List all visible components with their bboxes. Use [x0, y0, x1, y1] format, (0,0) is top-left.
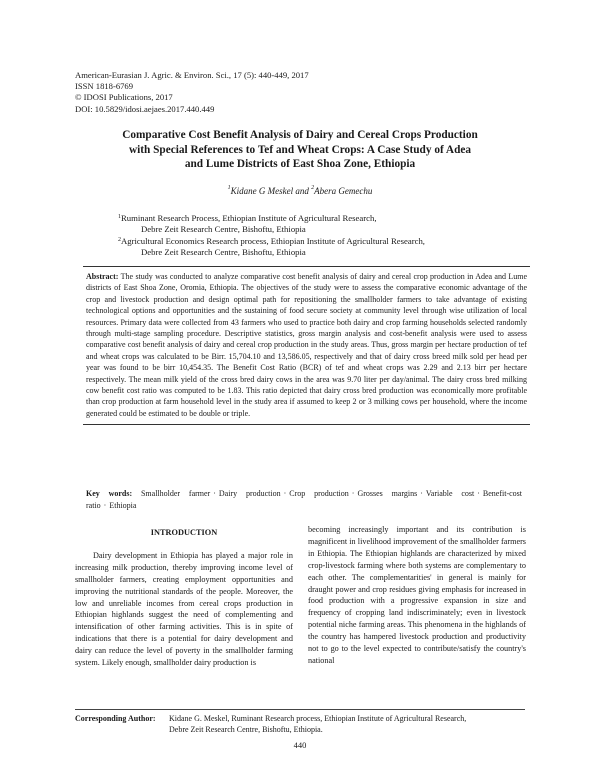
author-name: Abera Gemechu [314, 186, 373, 196]
affiliation-sup: 2 [118, 236, 121, 243]
keywords-label: Key words: [86, 489, 133, 498]
abstract [83, 266, 530, 425]
corresponding-label: Corresponding Author: [75, 714, 156, 723]
author-conjunction: and [293, 186, 312, 196]
keyword-list: Smallholder farmer · Dairy production · Crop production · Grosses margins · Variable cost · Benefit-cost ratio · Ethiopia [86, 489, 523, 510]
author-sup: 1 [227, 185, 231, 191]
left-column [75, 525, 293, 669]
affiliation-sup: 1 [118, 214, 121, 220]
keyword: Smallholder farmer [140, 489, 211, 498]
keyword: Crop production [289, 489, 349, 498]
keyword: Dairy production [218, 489, 281, 498]
corresponding-author [75, 713, 535, 735]
keyword: Benefit-cost ratio [86, 489, 523, 510]
right-column [308, 524, 526, 667]
author-list [0, 186, 600, 196]
journal-header [75, 70, 309, 115]
keyword: Grosses margins [357, 489, 418, 498]
author-sup: 2 [311, 185, 315, 191]
affiliations [118, 213, 425, 258]
abstract-text: The study was conducted to analyze comparative cost benefit analysis of dairy and cereal crop production in Adea and Lume districts of East Shoa Zone, Oromia, Ethiopia. The objectives of the study were to assess the comparative economic advantage of the crop and livestock production and design optimal path for repositioning the smallholder farmers to take advantage of existing technological options and opportunities and the sustaining of food secure society at community level through wise utilization of local resources. Primary data were collected from 43 farmers who used to practice both dairy and crop farming households selected randomly through multi-stage sampling procedure. Descriptive statistics, gross margin analysis and cost-benefit analysis were used to assess comparative cost benefit analysis of dairy and cereal crop production in the study areas. Thus, gross margin per hectare production of tef and wheat crops was calculated to be Birr. 15,704.10 and 13,586.05, respectively and that of dairy cross breed milk sold per head per year was found to be birr 10,454.35. The Benefit Cost Ratio (BCR) of tef and wheat crops was 2.29 and 2.13 birr per hectare respectively. The mean milk yield of the cross bred dairy cows in the area was 9.70 liter per day/animal. The dairy cross bred milking cow benefit cost ratio was computed to be 1.83. This ratio depicted that dairy cross bred production was economically more profitable than crop production at farm household level in the study area if assumed to keep 2 or 3 milking cows per household, where the income generated could be estimated to be double or triple. [86, 272, 527, 418]
keywords [86, 488, 522, 511]
paragraph: becoming increasingly important and its contribution is magnificent in livelihood improvement of the smallholder farmers in Ethiopia. The Ethiopian highlands are characterized by mixed crop-livestock farming where both systems are complementary to each other. The complementarities' in general is mainly for draught power and crop residues giving emphasis for increased in food production with a progressive expansion in size and frequency of cropping land indiscriminately; even in livestock potential niche farming areas. This phenomena in the highlands of the country has hampered livestock production and productivity not to go to the level expected to contribute/satisfy the country's national [308, 525, 526, 665]
affiliation-line: Debre Zeit Research Centre, Bishoftu, Ethiopia [141, 224, 306, 235]
paragraph: Dairy development in Ethiopia has played a major role in increasing milk production, thereby improving income level of smallholder farmers, creating employment opportunities and improving the nutritional standards of the people. Moreover, the low and unreliable incomes from cereal crops production in Ethiopian highlands suggest the need of complementing and intensification of other farming activities. This is in spite of indications that there is a potential for dairy development and dairy can reduce the level of poverty in the smallholder farming system. Likely enough, smallholder dairy production is [75, 550, 293, 668]
corresponding-line: Debre Zeit Research Centre, Bishoftu, Ethiopia. [169, 725, 323, 734]
paper-title [100, 128, 500, 172]
affiliation [118, 213, 425, 236]
affiliation-line: Agricultural Economics Research process, Ethiopian Institute of Agricultural Research, [121, 235, 425, 246]
page-number: 440 [293, 740, 307, 750]
journal-doi: DOI: 10.5829/idosi.aejaes.2017.440.449 [75, 103, 215, 114]
section-heading: INTRODUCTION [150, 528, 218, 537]
title-line: and Lume Districts of East Shoa Zone, Ethiopia [184, 158, 416, 171]
abstract-label: Abstract: [86, 272, 119, 281]
title-line: Comparative Cost Benefit Analysis of Dairy and Cereal Crops Production [122, 129, 478, 141]
corresponding-line: Kidane G. Meskel, Ruminant Research process, Ethiopian Institute of Agricultural Research, [169, 714, 467, 723]
author-name: Kidane G Meskel [230, 186, 294, 196]
journal-issn: ISSN 1818-6769 [75, 81, 134, 92]
keyword: Variable cost [425, 489, 475, 498]
journal-copyright: © IDOSI Publications, 2017 [75, 92, 173, 103]
affiliation-line: Ruminant Research Process, Ethiopian Institute of Agricultural Research, [121, 213, 377, 223]
affiliation-line: Debre Zeit Research Centre, Bishoftu, Ethiopia [141, 246, 306, 257]
journal-citation: American-Eurasian J. Agric. & Environ. Sci., 17 (5): 440-449, 2017 [75, 70, 309, 80]
footnote-divider [75, 709, 525, 710]
affiliation [118, 236, 425, 259]
title-line: with Special References to Tef and Wheat Crops: A Case Study of Adea [128, 143, 472, 156]
keyword: Ethiopia [109, 500, 137, 510]
